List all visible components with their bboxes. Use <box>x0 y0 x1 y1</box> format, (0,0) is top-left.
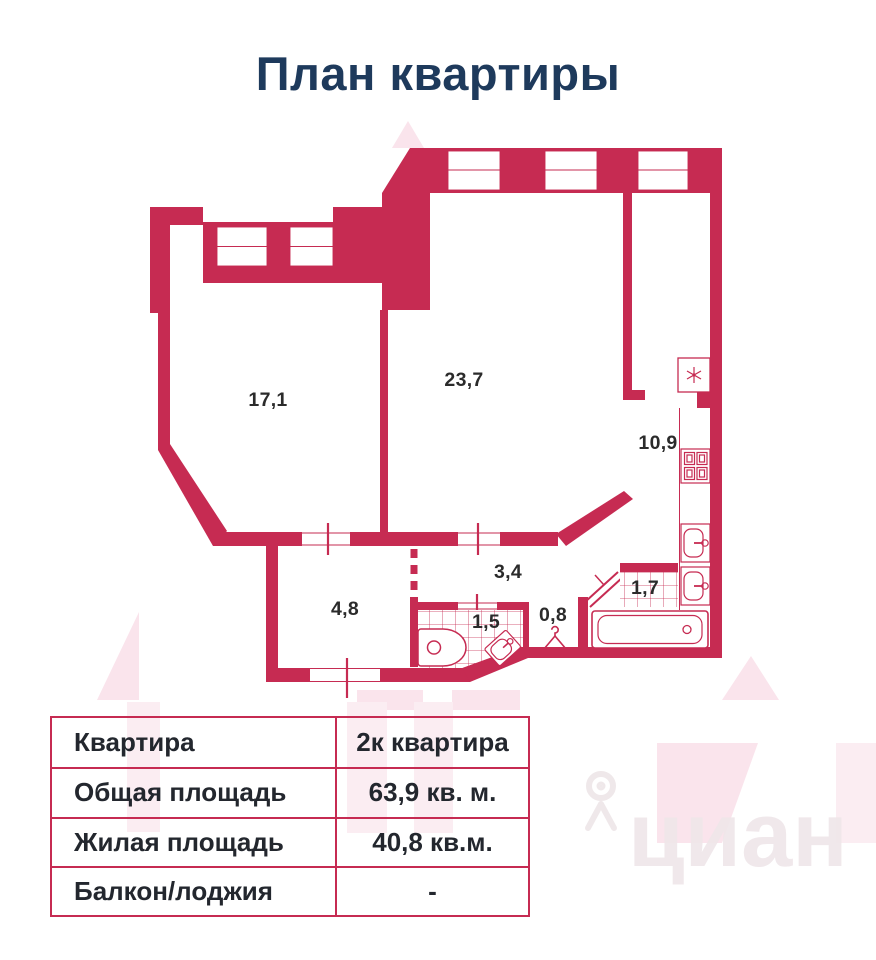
vent-fan-icon <box>678 358 710 392</box>
cian-watermark-text: циан <box>628 784 848 886</box>
kitchen-sink-icon <box>681 524 710 562</box>
row-label: Квартира <box>74 727 195 758</box>
page-title: План квартиры <box>255 47 621 100</box>
row-value: 2к квартира <box>335 718 528 767</box>
row-label: Общая площадь <box>52 767 335 816</box>
row-value: - <box>335 866 528 915</box>
room-label-3-4: 3,4 <box>493 561 523 583</box>
window <box>638 151 688 190</box>
pin-icon <box>588 774 614 828</box>
room-label-10-9: 10,9 <box>638 432 678 454</box>
row-value: 63,9 кв. м. <box>335 767 528 816</box>
row-value: 40,8 кв.м. <box>335 817 528 866</box>
window <box>448 151 500 190</box>
row-label: Жилая площадь <box>52 817 335 866</box>
apartment-spec-table <box>50 716 530 917</box>
diagonal-door <box>585 572 623 607</box>
window <box>217 227 267 266</box>
bathtub-icon <box>592 611 708 648</box>
room-label-1-7: 1,7 <box>630 577 660 599</box>
cian-watermark <box>588 774 848 886</box>
stove-icon <box>681 449 710 483</box>
toilet-icon <box>418 629 466 666</box>
room-label-17-1: 17,1 <box>248 389 288 411</box>
room-label-1-5: 1,5 <box>471 611 501 633</box>
bath-sink-icon <box>681 567 710 605</box>
row-label: Балкон/лоджия <box>52 866 335 915</box>
room-label-0-8: 0,8 <box>538 604 568 626</box>
window <box>290 227 333 266</box>
room-label-23-7: 23,7 <box>444 369 484 391</box>
window <box>545 151 597 190</box>
hanger-icon <box>544 627 566 649</box>
room-label-4-8: 4,8 <box>330 598 360 620</box>
